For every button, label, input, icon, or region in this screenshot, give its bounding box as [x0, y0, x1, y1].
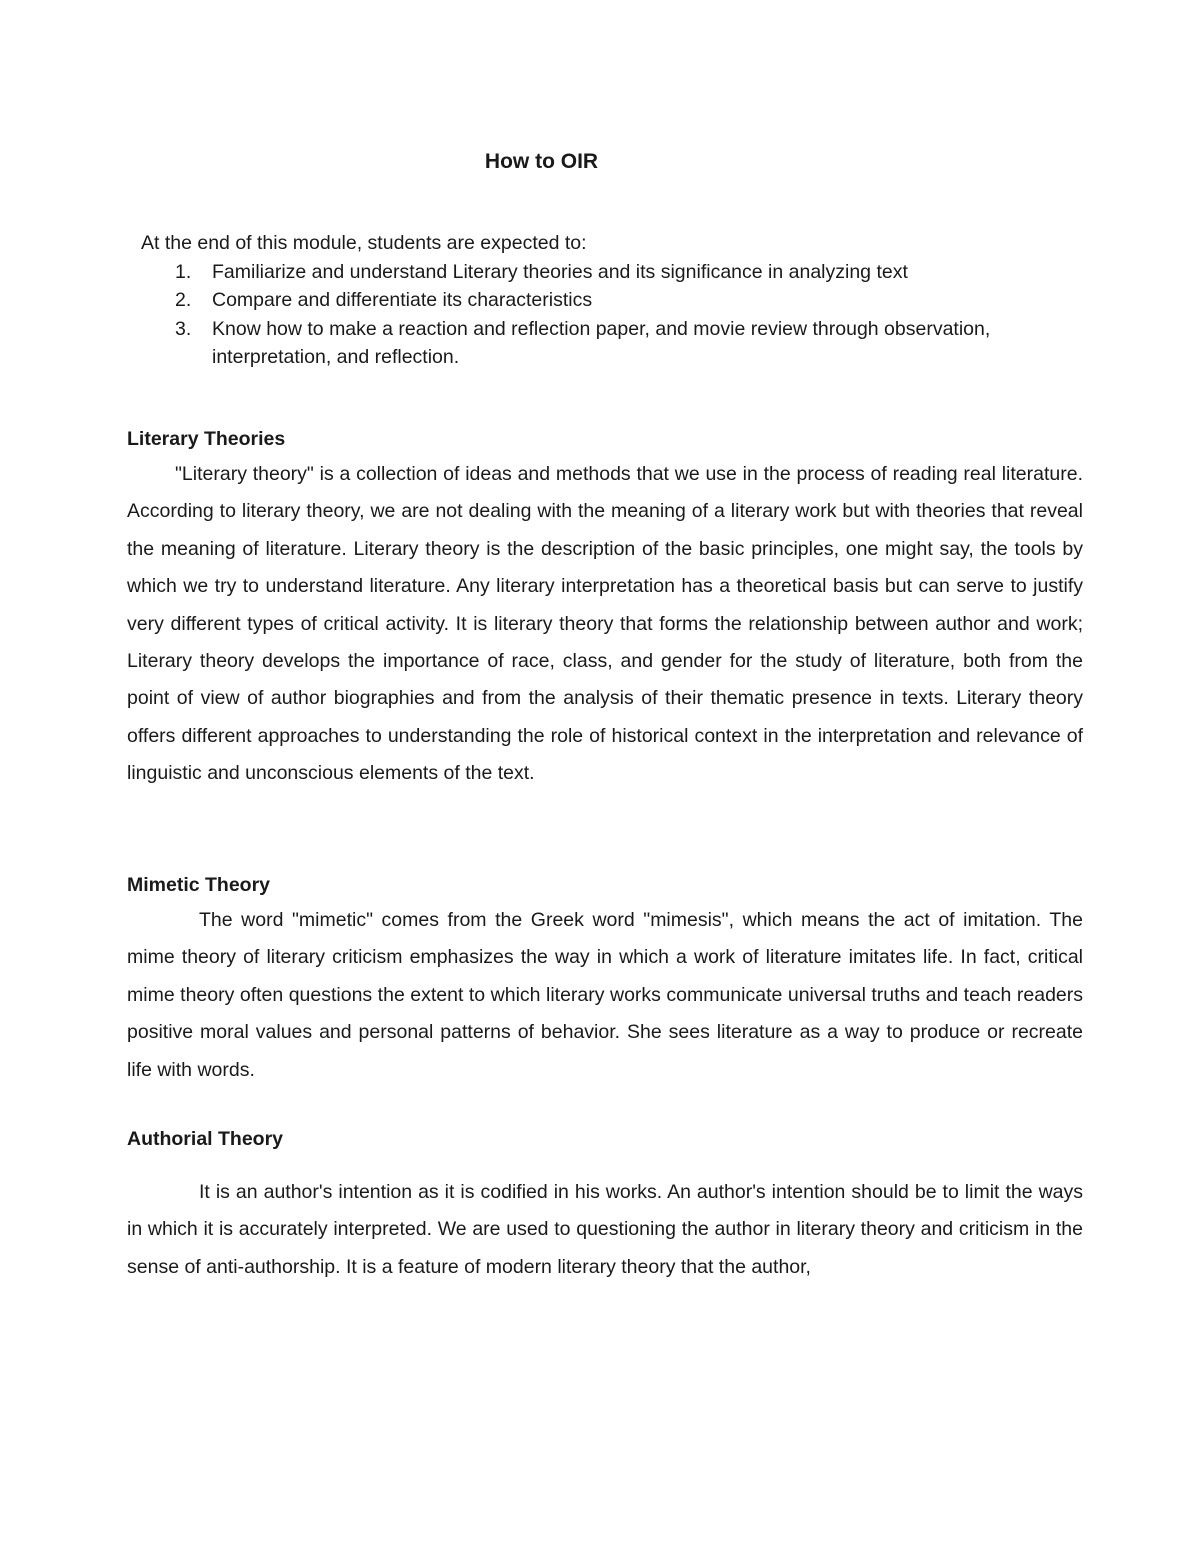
objective-text: Know how to make a reaction and reflection paper, and movie review through observation, interpretation, and reflection.	[212, 317, 991, 368]
section-mimetic-theory	[127, 871, 1083, 1089]
objective-item	[141, 258, 1021, 287]
objective-number: 2.	[175, 289, 192, 311]
document-title: How to OIR	[484, 150, 599, 173]
section-heading: Literary Theories	[127, 428, 286, 450]
objective-item	[141, 286, 1021, 315]
section-heading: Authorial Theory	[127, 1128, 284, 1150]
objective-item	[141, 315, 1021, 372]
objective-text: Familiarize and understand Literary theories and its significance in analyzing text	[212, 260, 908, 283]
section-paragraph: It is an author's intention as it is codified in his works. An author's intention should be to limit the ways in which it is accurately interpreted. We are used to questioning the author in literary theory and criticism in the sense of anti-authorship. It is a feature of modern literary theory that the author,	[127, 1181, 1083, 1278]
objective-text: Compare and differentiate its characteristics	[212, 289, 593, 311]
objective-number: 1.	[175, 260, 192, 283]
objectives-intro: At the end of this module, students are expected to:	[141, 232, 587, 254]
section-paragraph: "Literary theory" is a collection of ideas and methods that we use in the process of reading real literature. According to literary theory, we are not dealing with the meaning of a literary work but with theories that reveal the meaning of literature. Literary theory is the description of the basic principles, one might say, the tools by which we try to understand literature. Any literary interpretation has a theoretical basis but can serve to justify very different types of critical activity. It is literary theory that forms the relationship between author and work; Literary theory develops the importance of race, class, and gender for the study of literature, both from the point of view of author biographies and from the analysis of their thematic presence in texts. Literary theory offers different approaches to understanding the role of historical context in the interpretation and relevance of linguistic and unconscious elements of the text.	[127, 463, 1083, 785]
objectives-list	[141, 258, 1021, 372]
section-authorial-theory	[127, 1125, 1083, 1286]
section-literary-theories	[127, 425, 1083, 793]
section-heading: Mimetic Theory	[127, 874, 271, 896]
learning-objectives	[141, 229, 1021, 372]
section-paragraph: The word "mimetic" comes from the Greek word "mimesis", which means the act of imitation. The mime theory of literary criticism emphasizes the way in which a work of literature imitates life. In fact, critical mime theory often questions the extent to which literary works communicate universal truths and teach readers positive moral values and personal patterns of behavior. She sees literature as a way to produce or recreate life with words.	[127, 909, 1083, 1081]
objective-number: 3.	[175, 317, 192, 340]
